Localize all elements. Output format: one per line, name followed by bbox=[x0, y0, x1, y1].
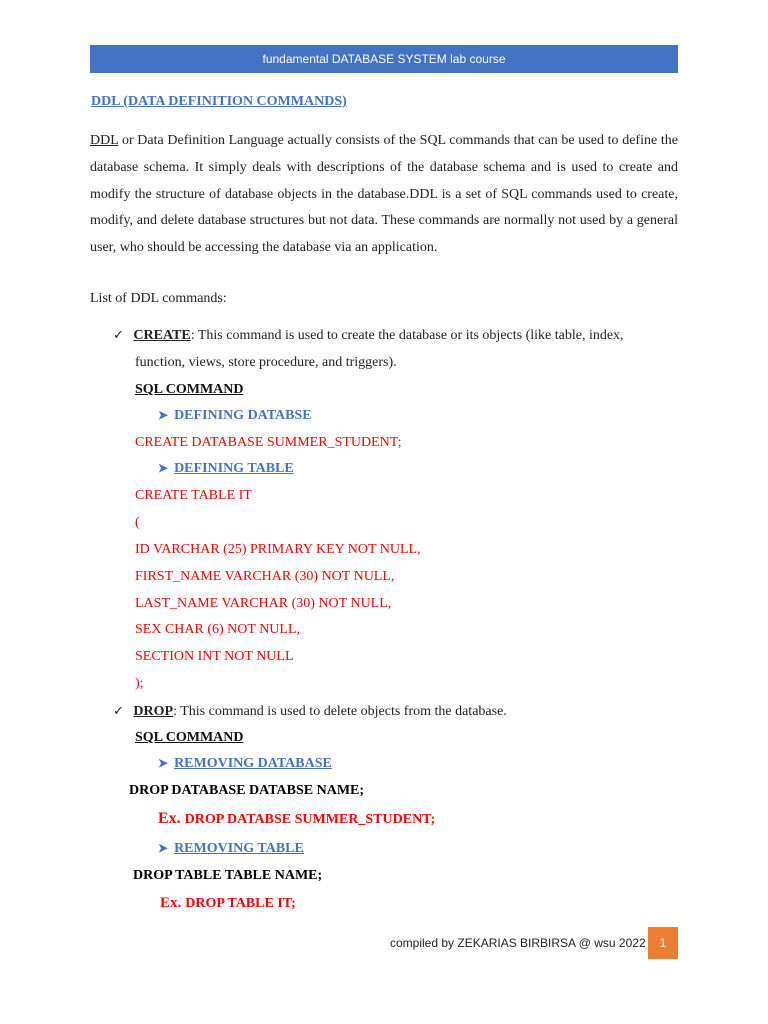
drop-desc: : This command is used to delete objects from the database. bbox=[173, 704, 507, 719]
example-prefix: Ex. bbox=[160, 895, 182, 911]
drop-sub-table bbox=[158, 841, 304, 857]
header-text: fundamental DATABASE SYSTEM lab course bbox=[262, 52, 506, 66]
intro-paragraph bbox=[90, 128, 678, 262]
arrow-right-icon: ➤ bbox=[158, 841, 169, 855]
section-title: DDL (DATA DEFINITION COMMANDS) bbox=[91, 94, 347, 109]
create-sub-database-label: DEFINING DATABSE bbox=[174, 408, 312, 423]
ddl-term: DDL bbox=[90, 133, 119, 148]
drop-table-example-code: DROP TABLE IT; bbox=[185, 896, 296, 911]
page-number: 1 bbox=[659, 936, 667, 950]
drop-sql-heading: SQL COMMAND bbox=[135, 730, 244, 745]
intro-text: or Data Definition Language actually consists of the SQL commands that can be used to define the database schema. It simply deals with descriptions of the database schema and is used to create and modify the structure of database objects in the database.DDL is a set of SQL commands used to create, modify, and delete database structures but not data. These commands are normally not used by a general user, who should be accessing the database via an application. bbox=[90, 133, 678, 256]
code-line: CREATE TABLE IT bbox=[135, 488, 252, 503]
drop-sub-table-label: REMOVING TABLE bbox=[174, 841, 304, 856]
arrow-right-icon: ➤ bbox=[158, 756, 169, 770]
create-sub-table bbox=[158, 461, 294, 477]
create-sub-database bbox=[158, 408, 312, 424]
check-icon: ✓ bbox=[113, 703, 124, 718]
list-intro: List of DDL commands: bbox=[90, 291, 227, 306]
code-line: ID VARCHAR (25) PRIMARY KEY NOT NULL, bbox=[135, 542, 421, 557]
code-line: ); bbox=[135, 676, 144, 691]
code-line: SECTION INT NOT NULL bbox=[135, 649, 294, 664]
drop-database-syntax: DROP DATABASE DATABSE NAME; bbox=[129, 783, 365, 798]
arrow-right-icon: ➤ bbox=[158, 461, 169, 475]
page-number-badge bbox=[648, 927, 678, 959]
drop-database-example-code: DROP DATABSE SUMMER_STUDENT; bbox=[184, 812, 436, 827]
drop-database-example bbox=[158, 810, 435, 828]
arrow-right-icon: ➤ bbox=[158, 408, 169, 422]
create-sql-heading: SQL COMMAND bbox=[135, 382, 244, 397]
code-line: FIRST_NAME VARCHAR (30) NOT NULL, bbox=[135, 569, 395, 584]
code-line: ( bbox=[135, 515, 140, 530]
drop-keyword: DROP bbox=[133, 704, 174, 719]
drop-sub-database-label: REMOVING DATABASE bbox=[174, 756, 332, 771]
drop-item bbox=[113, 703, 507, 720]
check-icon: ✓ bbox=[113, 327, 124, 342]
create-item bbox=[113, 327, 624, 344]
create-sub-table-label: DEFINING TABLE bbox=[174, 461, 294, 476]
drop-sub-database bbox=[158, 756, 332, 772]
footer-text: compiled by ZEKARIAS BIRBIRSA @ wsu 2022 bbox=[390, 936, 646, 950]
create-desc-line2: function, views, store procedure, and triggers). bbox=[135, 355, 397, 370]
code-line: LAST_NAME VARCHAR (30) NOT NULL, bbox=[135, 596, 392, 611]
code-line: SEX CHAR (6) NOT NULL, bbox=[135, 622, 301, 637]
drop-table-example bbox=[160, 894, 296, 912]
example-prefix: Ex. bbox=[158, 810, 181, 827]
create-database-code: CREATE DATABASE SUMMER_STUDENT; bbox=[135, 435, 402, 450]
drop-table-syntax: DROP TABLE TABLE NAME; bbox=[133, 868, 323, 883]
page-header bbox=[90, 45, 678, 73]
create-keyword: CREATE bbox=[133, 328, 191, 343]
create-desc-line1: : This command is used to create the database or its objects (like table, index, bbox=[190, 328, 624, 343]
